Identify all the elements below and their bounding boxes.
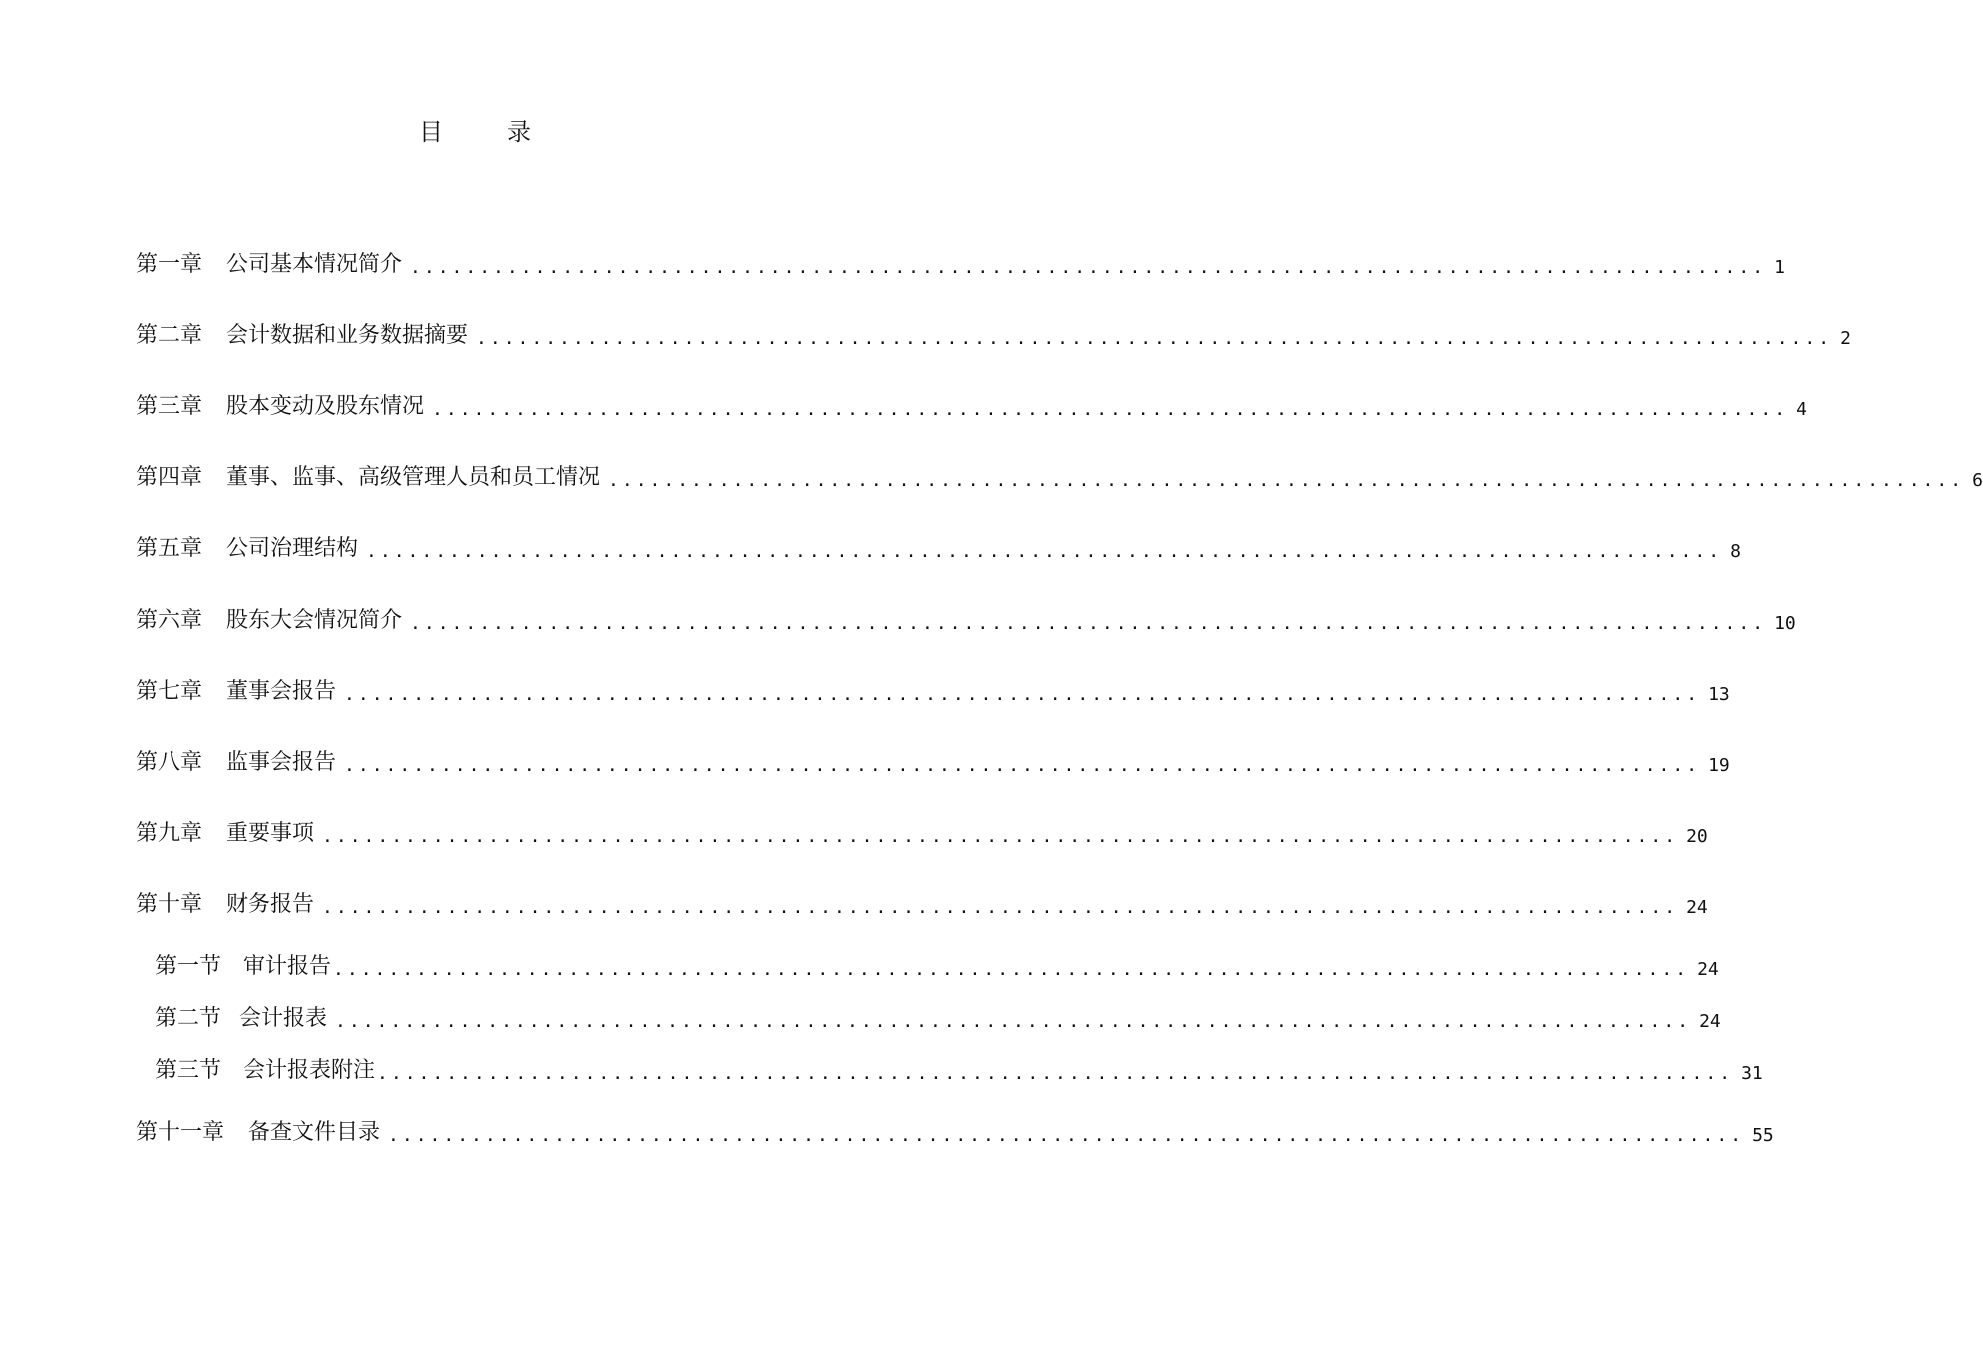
chapter-number: 第八章	[136, 750, 203, 775]
dot-leader: ..................................................................................................	[335, 1011, 1692, 1032]
dot-leader: ..................................................................................................	[388, 1125, 1745, 1146]
chapter-number: 第四章	[136, 465, 203, 490]
chapter-number: 第二章	[136, 323, 203, 348]
chapter-number: 第十章	[136, 892, 203, 917]
dot-leader: ..................................................................................................	[608, 470, 1965, 491]
chapter-number: 第三章	[136, 394, 203, 419]
page-number: 24	[1699, 1011, 1721, 1032]
toc-entry-chapter-7[interactable]	[136, 675, 1730, 709]
page-number: 31	[1741, 1063, 1763, 1084]
page-number: 10	[1774, 613, 1796, 634]
page-number: 24	[1697, 959, 1719, 980]
toc-entry-chapter-9[interactable]	[136, 817, 1708, 851]
toc-entry-section-2[interactable]	[155, 1002, 1721, 1036]
page-number: 8	[1730, 541, 1741, 562]
toc-entry-chapter-10[interactable]	[136, 888, 1708, 922]
chapter-title: 备查文件目录	[248, 1120, 381, 1145]
page-number: 2	[1840, 328, 1851, 349]
chapter-title: 公司治理结构	[226, 536, 359, 561]
page-number: 13	[1708, 684, 1730, 705]
chapter-number: 第九章	[136, 821, 203, 846]
page-number: 1	[1774, 257, 1785, 278]
dot-leader: ..................................................................................................	[377, 1063, 1734, 1084]
toc-entry-chapter-1[interactable]	[136, 248, 1785, 282]
chapter-title: 重要事项	[226, 821, 315, 846]
section-number: 第二节	[155, 1006, 222, 1031]
dot-leader: ..................................................................................................	[322, 826, 1679, 847]
dot-leader: ..................................................................................................	[344, 684, 1701, 705]
page-number: 55	[1752, 1125, 1774, 1146]
dot-leader: ..................................................................................................	[344, 755, 1701, 776]
dot-leader: ..................................................................................................	[366, 541, 1723, 562]
chapter-title: 公司基本情况简介	[226, 252, 403, 277]
chapter-title: 财务报告	[226, 892, 315, 917]
chapter-title: 董事会报告	[226, 679, 337, 704]
dot-leader: ..................................................................................................	[410, 257, 1767, 278]
chapter-number: 第十一章	[136, 1120, 225, 1145]
toc-entry-chapter-2[interactable]	[136, 319, 1851, 353]
page-number: 20	[1686, 826, 1708, 847]
dot-leader: ..................................................................................................	[432, 399, 1789, 420]
chapter-title: 会计数据和业务数据摘要	[226, 323, 469, 348]
dot-leader: ..................................................................................................	[476, 328, 1833, 349]
chapter-number: 第六章	[136, 608, 203, 633]
section-title: 审计报告	[243, 954, 332, 979]
page-number: 4	[1796, 399, 1807, 420]
chapter-title: 股东大会情况简介	[226, 608, 403, 633]
section-number: 第三节	[155, 1058, 222, 1083]
section-title: 会计报表	[239, 1006, 328, 1031]
dot-leader: ..................................................................................................	[333, 959, 1690, 980]
section-number: 第一节	[155, 954, 222, 979]
chapter-number: 第一章	[136, 252, 203, 277]
page-number: 24	[1686, 897, 1708, 918]
toc-entry-chapter-5[interactable]	[136, 532, 1741, 566]
toc-entry-chapter-11[interactable]	[136, 1116, 1774, 1150]
chapter-number: 第七章	[136, 679, 203, 704]
dot-leader: ..................................................................................................	[322, 897, 1679, 918]
title-char-2: 录	[507, 118, 531, 146]
toc-entry-chapter-8[interactable]	[136, 746, 1730, 780]
title-char-1: 目	[419, 118, 443, 146]
section-title: 会计报表附注	[243, 1058, 376, 1083]
toc-entry-section-3[interactable]	[155, 1054, 1763, 1088]
toc-entry-section-1[interactable]	[155, 950, 1719, 984]
toc-entry-chapter-4[interactable]	[136, 461, 1983, 495]
chapter-title: 股本变动及股东情况	[226, 394, 425, 419]
page-number: 19	[1708, 755, 1730, 776]
dot-leader: ..................................................................................................	[410, 613, 1767, 634]
chapter-title: 董事、监事、高级管理人员和员工情况	[226, 465, 601, 490]
toc-entry-chapter-6[interactable]	[136, 604, 1796, 638]
chapter-title: 监事会报告	[226, 750, 337, 775]
page-number: 6	[1972, 470, 1983, 491]
chapter-number: 第五章	[136, 536, 203, 561]
toc-entry-chapter-3[interactable]	[136, 390, 1807, 424]
